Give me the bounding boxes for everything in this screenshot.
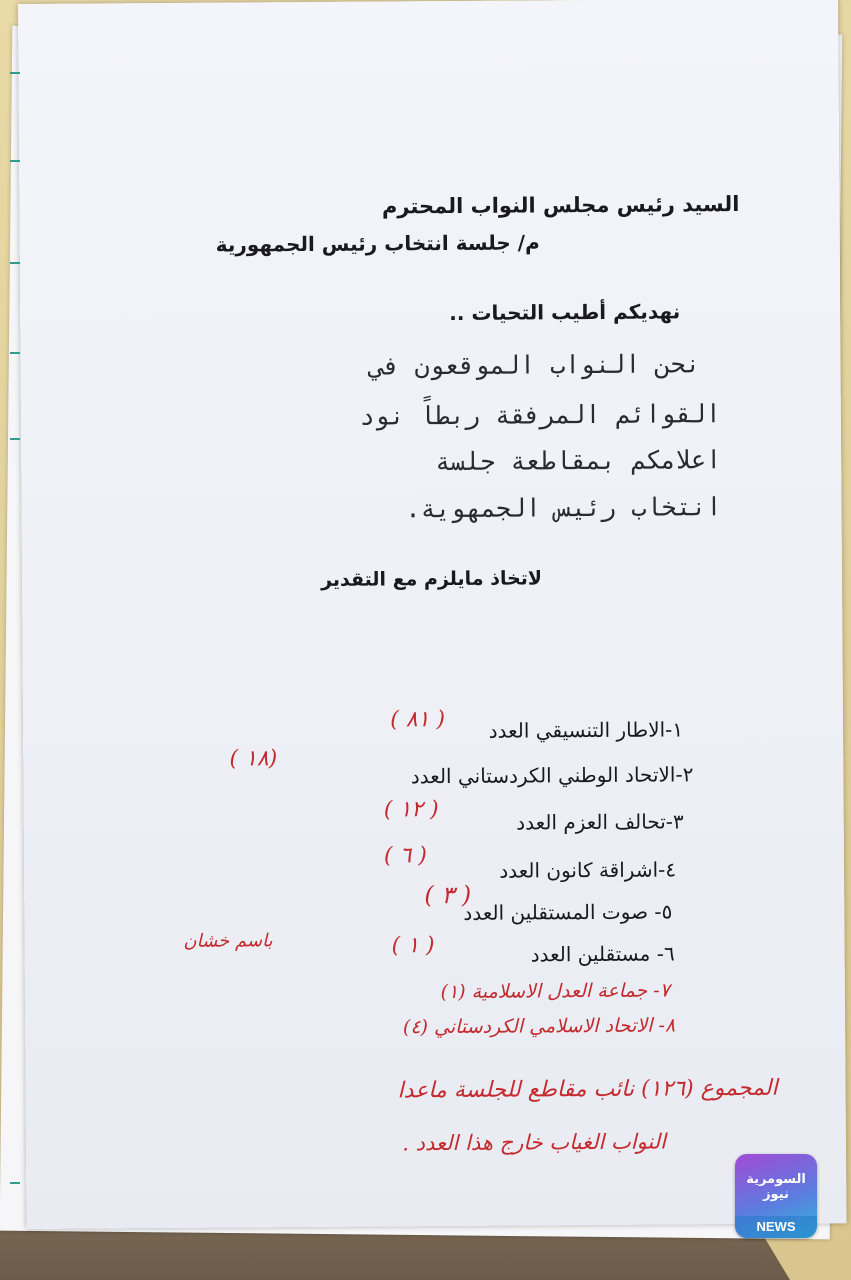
body-line: اعلامكم بمقاطعة جلسة xyxy=(435,445,722,477)
list-item: ٤-اشراقة كانون العدد xyxy=(499,857,677,883)
handwritten-absent-note: النواب الغياب خارج هذا العدد . xyxy=(402,1129,667,1156)
body-line: القوائم المرفقة ربطاً نود xyxy=(359,399,721,431)
body-line: نحن النواب الموقعون في xyxy=(369,349,701,381)
letter-addressee: السيد رئيس مجلس النواب المحترم xyxy=(381,191,740,219)
body-line: انتخاب رئيس الجمهوية. xyxy=(405,492,722,524)
handwritten-item-7: ٧- جماعة العدل الاسلامية (١) xyxy=(440,979,670,1004)
handwritten-count: (١٨ ) xyxy=(229,746,278,772)
handwritten-count: ( ٦ ) xyxy=(383,843,428,869)
handwritten-count: ( ١٢ ) xyxy=(383,797,439,823)
list-item: ٥- صوت المستقلين العدد xyxy=(463,899,673,925)
list-item: ٦- مستقلين العدد xyxy=(530,941,675,967)
handwritten-name: باسم خشان xyxy=(183,930,273,952)
news-logo-icon xyxy=(735,1154,817,1238)
handwritten-count: ( ٣ ) xyxy=(424,880,472,910)
letter-page xyxy=(18,0,847,1229)
letter-greeting: نهديكم أطيب التحيات .. xyxy=(449,299,681,325)
handwritten-total: المجموع (١٢٦) نائب مقاطع للجلسة ماعدا xyxy=(397,1075,778,1104)
logo-arabic-text: السومرية نيوز xyxy=(746,1172,806,1202)
letter-closing: لاتخاذ مايلزم مع التقدير xyxy=(320,567,543,591)
logo-news-label: NEWS xyxy=(735,1216,817,1238)
list-item: ٢-الاتحاد الوطني الكردستاني العدد xyxy=(410,762,694,789)
handwritten-count: ( ٨١ ) xyxy=(390,707,446,733)
letter-subject: م/ جلسة انتخاب رئيس الجمهورية xyxy=(215,230,540,257)
list-item: ٣-تحالف العزم العدد xyxy=(516,809,684,835)
handwritten-item-8: ٨- الاتحاد الاسلامي الكردستاني (٤) xyxy=(402,1014,676,1039)
list-item: ١-الاطار التنسيقي العدد xyxy=(488,717,684,743)
handwritten-count: ( ١ ) xyxy=(391,933,435,959)
